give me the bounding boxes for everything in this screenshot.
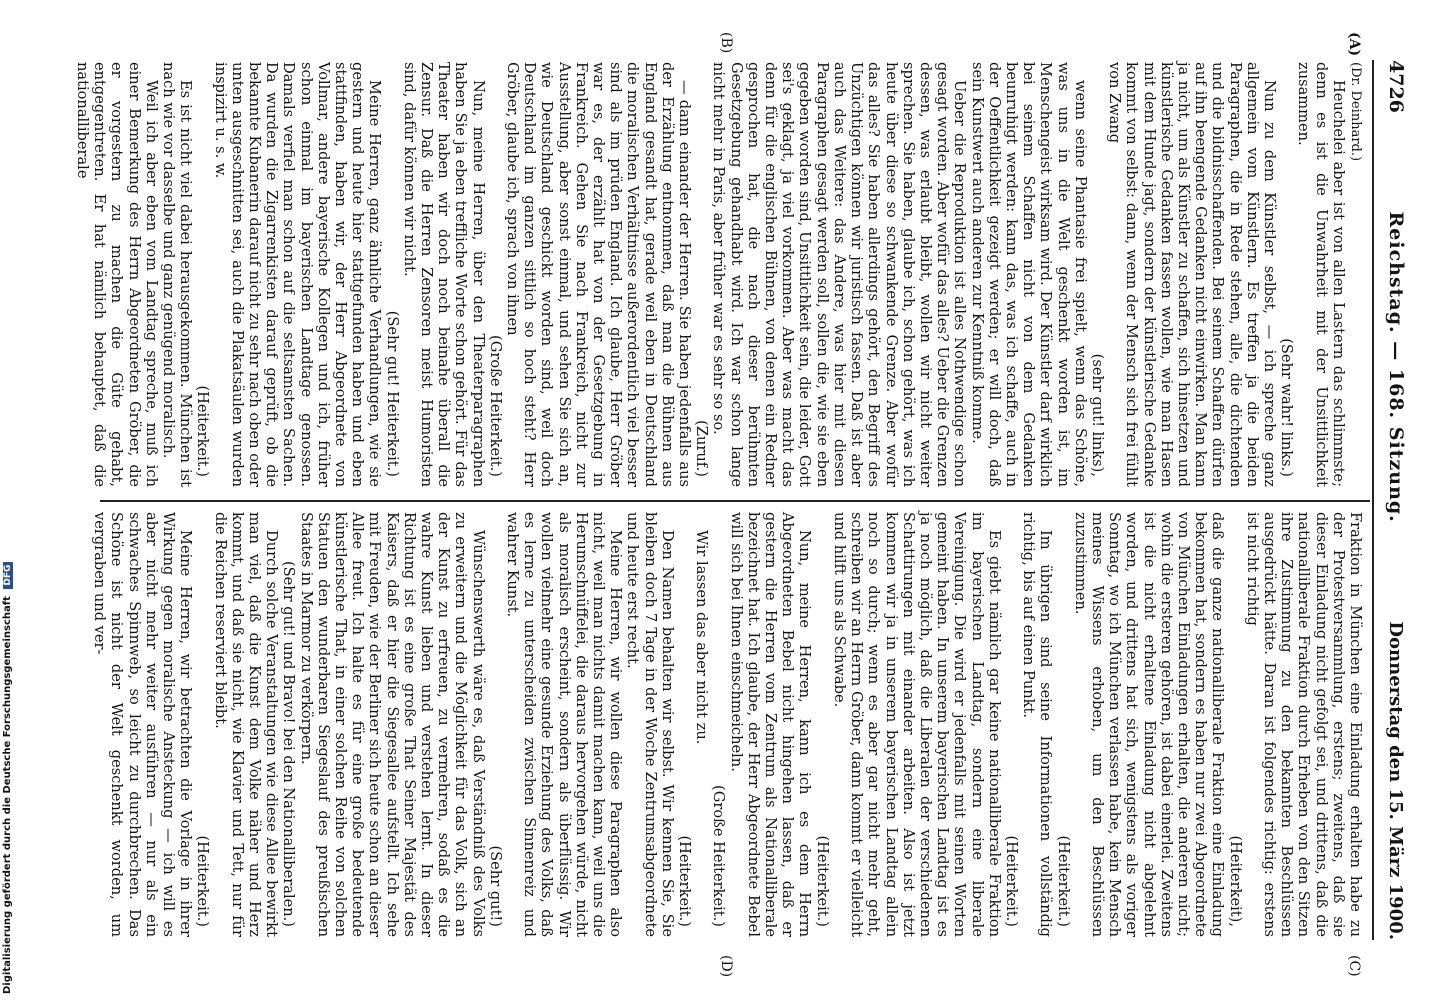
interjection: (Heiterkeit), xyxy=(1226,835,1244,927)
paragraph: wenn seine Phantasie frei spielt, wenn das Schöne, was uns in die Welt geschenkt worden ist, im Menschengeist wirksam wird. Der Künstler darf wirklich bei seinem Schaffen nicht von dem Gedanken beunruhigt werden: kann das, was ich schaffe, auch in der Oeffentlichkeit gezeigt werden; er will doch, daß sein Kunstwert auch anderen zur Kenntniß komme. xyxy=(968,62,1089,487)
paragraph: Heuchelei aber ist von allen Lastern das schlimmste; denn es ist die Unwahrheit mit der Unsittlichkeit zusammen. xyxy=(1295,62,1347,487)
paragraph: Im übrigen sind seine Informationen vollständig richtig, bis auf einen Punkt. xyxy=(1020,512,1055,937)
paragraph: daß die ganze nationalliberale Fraktion eine Einladung bekommen hat, sondern es haben nur zwei Abgeordnete von München Einladungen erhalten, die anderen nicht; wohin die ersteren gehören, ist dabei einerlei. Zweitens ist die nicht erhaltene Einladung nicht abgelehnt worden, und drittens hat sich, wenigstens als voriger Sonntag, wo ich München verlassen habe, kein Mensch meines Wissens erhoben, um den Beschlüssen zuzustimmen. xyxy=(1071,512,1227,937)
interjection: (Heiterkeit.) xyxy=(1054,835,1072,927)
paragraph: Nun, meine Herren, kann ich es dem Herrn Abgeordneten Bebel nicht hingehen lassen, daß er gestern die Herren vom Zentrum als Nationalliberale bezeichnet hat. Ich glaube, der Herr Abgeordnete Bebel will sich bei Ihnen einschmeicheln. xyxy=(727,512,814,937)
column-divider xyxy=(100,500,1370,502)
interjection: (Heiterkeit.) xyxy=(194,835,212,927)
page-title: Reichstag. — 168. Sitzung. xyxy=(1385,211,1407,523)
margin-marker-b: (B) xyxy=(718,32,734,54)
interjection: (Große Heiterkeit.) xyxy=(486,335,504,477)
interjection: (Heiterkeit.) xyxy=(1002,835,1020,927)
paragraph: Nun, meine Herren, über den Theaterparagraphen haben Sie ja eben treffliche Worte schon gehört. Für das Theater haben wir doch noch beinahe überall die Zensur. Daß die Herren Zensoren meist Humoristen sind, dafür können wir nicht. xyxy=(400,62,487,487)
interjection: (sehr gut! links), xyxy=(1088,353,1106,477)
paragraph: Meine Herren, wir wollen diese Paragraphen also nicht, weil man nichts damit machen kann, weil uns die Herumschnüffelei, die daraus hervorgehen würde, nicht als moralisch erscheint, sondern als überflüssig. Wir wollen vielmehr eine gesunde Erziehung des Volks, daß es lerne zu unterscheiden zwischen Sinnenreiz und wahrer Kunst. xyxy=(504,512,625,937)
paragraph: — dann einander der Herren. Sie haben jedenfalls aus der Erzählung entnommen, daß man die Bühnen aus England gesandt hat, gerade weil eben in Deutschland die moralischen Verhältnisse außerordentlich viel besser sind als im prüden England. Ich glaube, Herr Gröber war es, der erzählt hat von der Gesetzgebung in Frankreich. Gehen Sie nach Frankreich, nicht zur Ausstellung, aber sonst einmal, und sehen Sie sich an, wie Deutschland geschickt worden sind, weil doch Deutschland im ganzen sittlich so hoch steht? Herr Gröber, glaube ich, sprach von ihnen xyxy=(504,62,694,487)
paragraph: Fraktion in München eine Einladung erhalten habe zu der Protestversammlung, erstens; zweitens, daß sie dieser Einladung nicht gefolgt sei, und drittens, daß die nationalliberale Fraktion durch Erheben von den Sitzen ihre Zustimmung zu den bekannten Beschlüssen ausgedrückt hätte. Daran ist folgendes richtig: erstens ist nicht richtig xyxy=(1243,512,1364,937)
dfg-logo: DFG xyxy=(3,562,13,589)
paragraph: Nun zu dem Künstler selbst, — ich spreche ganz allgemein vom Künstlern. Es treffen ja die beiden Paragraphen, die in Rede stehen, alle, die dichtenden und die bildnisschaffenden. Bei seinem Schaffen dürfen auf ihn beengende Gedanken nicht einwirken. Man kann ja nicht, um als Künstler zu schaffen, sich hinsetzen und künstlerische Gedanken fassen wollen, wie man Hasen mit dem Hunde jagt, sondern der künstlerische Gedanke kommt von selbst: dann, wenn der Mensch sich frei fühlt von Zwang xyxy=(1106,62,1278,487)
paragraph: Weil ich aber eben vom Landtag spreche, muß ich einer Bemerkung des Herrn Abgeordneten Gröber, die er vorgestern zu machen die Güte gehabt, entgegentreten. Er hat nämlich behauptet, daß die nationalliberale xyxy=(73,62,160,487)
interjection: (Große Heiterkeit.) xyxy=(710,785,728,927)
margin-marker-a: (A) xyxy=(1346,32,1362,57)
paragraph: Wünschenswerth wäre es, daß Verständniß des Volks zu erweitern und die Möglichkeit für das Volk, sich an der Kunst zu erfreuen, zu vermehren, sodaß es die wahre Kunst lieben und verstehen lernt. In dieser Richtung ist es eine große That Seiner Majestät des Kaisers, daß er hier die Siegesallee aufstellt. Ich sehe mit Freuden, wie der Berliner sich heute schon an dieser Allee freut. Ich halte es für eine große bedeutende künstlerische That, in einer solchen Reihe von solchen Statuen den wunderbaren Siegeslauf des preußischen Staates in Marmor zu verkörpern. xyxy=(297,512,487,937)
header-rule xyxy=(1372,60,1374,940)
interjection: (Heiterkeit.) xyxy=(813,835,831,927)
paragraph: Ueber die Reproduktion ist alles Nothwendige schon gesagt worden. Aber wofür das alles? Ueber die Grenzen dessen, was erlaubt bleibt, wollen wir nicht weiter sprechen. Sie haben, glaube ich, schon gehört, was ich heute über diese so schwankende Grenze. Aber wofür das alles? Sie haben allerdings gehört, den Begriff des Unzüchtigen können wir juristisch fassen. Daß ist aber auch das Weitere: das Andere, was hier mit diesen Paragraphen gesagt werden soll, sollen die, wie sie eben gegeben worden sind, Unsittlichkeit sein, die leider, Gott sei's geklagt, ja viel vorkommen. Aber was macht das denn für die englischen Bühnen, von denen ein Redner gesprochen hat, die nach dieser berühmten Gesetzgebung gehandhabt wird. Ich war schon lange nicht mehr in Paris, aber früher war es sehr so so. xyxy=(710,62,969,487)
interjection: (Sehr gut!) xyxy=(486,845,504,927)
margin-marker-d: (D) xyxy=(718,955,734,978)
speaker-label: (Dr. Deinhard.) xyxy=(1348,62,1363,162)
paragraph: Meine Herren, wir betrachten die Vorlage in ihrer Wirkung gegen moralische Ansteckung — ich will es aber nicht mehr weiter ausführen — nur als ein schwaches Spinnweb, so leicht zu durchbrechen. Das Schöne ist nicht der Welt geschenkt worden, um vergraben und ver- xyxy=(91,512,195,937)
digitization-credit xyxy=(2,562,13,994)
paragraph: Wir lassen das aber nicht zu. xyxy=(693,530,711,745)
paragraph: Es giebt nämlich gar keine nationalliberale Fraktion im bayerischen Landtag, sondern eine liberale Vereinigung. Die wird er jedenfalls mit seinen Worten gemeint haben. In unserem bayerischen Landtag ist es ja noch möglich, daß die Liberalen der verschiedenen Schattirungen mit einander arbeiten. Also ist jetzt kommen wir ja in unserem bayerischen Landtag allein noch so durch; wenn es aber gar nicht mehr geht, schreiben wir an Herrn Gröber, dann kommt er vielleicht und hilft uns als Schwabe. xyxy=(830,512,1003,937)
interjection: (Heiterkeit.) xyxy=(194,385,212,477)
margin-marker-c: (C) xyxy=(1346,955,1362,977)
interjection: (Sehr wahr! links.) xyxy=(1278,338,1296,477)
credit-text: Digitalisierung gefördert durch die Deutsche Forschungsgemeinschaft xyxy=(2,596,13,994)
paragraph: Meine Herren, ganz ähnliche Verhandlungen, wie sie gestern und heute hier stattgefunden haben und eben stattfinden, haben wir, der Herr Abgeordnete von Vollmar, andere bayerische Kollegen und ich, früher schon einmal im bayerischen Landtage genossen. Damals verfiel man schon auf die seltsamsten Sachen. Da wurden die Zigarrenkisten darauf geprüft, ob die bekannte Kubanerin darauf nicht zu sehr nach oben oder unten ausgeschnitten sei, auch die Plakatsäulen wurden inspizirt u. s. w. xyxy=(211,62,384,487)
paragraph: Durch solche Veranstaltungen wie diese Allee bewirkt man viel, daß die Kunst dem Volke näher und Herz kommt, und daß sie nicht, wie Klavier und Tett, nur für die Reichen reserviert bleibt. xyxy=(211,512,281,937)
paragraph: Den Namen behalten wir selbst. Wir kennen Sie, Sie bleiben doch 7 Tage in der Woche Zentrumsabgeordnete und heute erst recht. xyxy=(624,512,676,937)
right-text-column xyxy=(91,512,1364,937)
interjection: (Sehr gut! und Bravo! bei den Nationalliberalen.) xyxy=(280,560,298,927)
left-text-column xyxy=(73,62,1364,487)
interjection: (Heiterkeit.) xyxy=(676,835,694,927)
interjection: (Zuruf.) xyxy=(693,420,711,477)
session-date: Donnerstag den 15. März 1900. xyxy=(1385,621,1407,940)
page-header xyxy=(1376,60,1416,940)
page-number: 4726 xyxy=(1385,60,1407,113)
interjection: (Sehr gut! Heiterkeit.) xyxy=(383,310,401,477)
paragraph: Es ist nicht viel dabei herausgekommen. München ist nach wie vor dasselbe und ganz genügend moralisch. xyxy=(159,62,195,487)
